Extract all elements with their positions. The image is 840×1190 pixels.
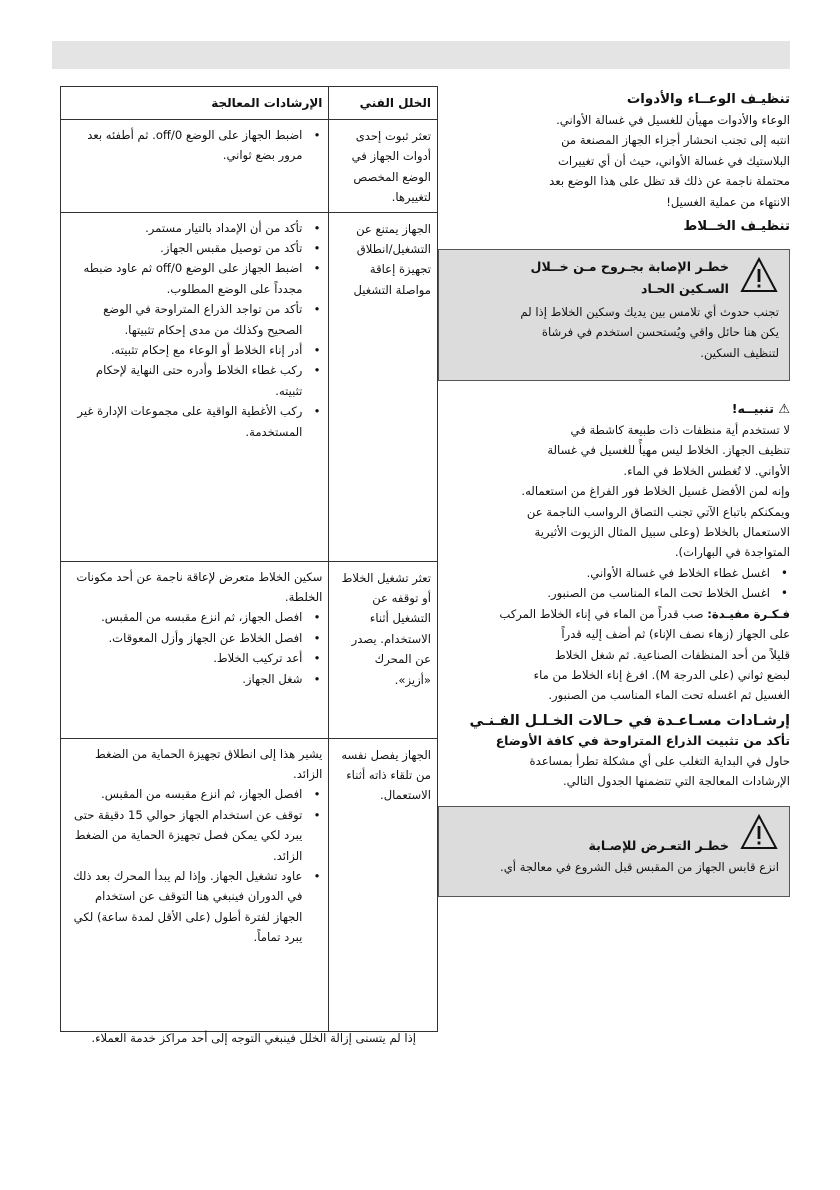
fault-cell: الجهاز يفصل نفسه من تلقاء ذاته أثناء الاستعمال. [329, 738, 438, 1031]
caution-title: تنبيــه! [731, 401, 774, 417]
text-line: الاستعمال بالخلاط (وعلى سبيل المثال الزيوت الأثيرية [534, 525, 790, 540]
footer-note: إذا لم يتسنى إزالة الخلل فينبغي التوجه إلى أحد مراكز خدمة العملاء. [91, 1030, 416, 1045]
list-item: • تأكد من تواجد الذراع المتراوحة في الوضع الصحيح وكذلك من مدى إحكام تثبيتها. [67, 299, 302, 340]
plug-warning-box [438, 806, 790, 897]
warning-triangle-icon [739, 813, 779, 851]
fix-cell [61, 120, 329, 213]
table-row [61, 561, 438, 738]
text-line: قليلاً من أحد المنظفات الصناعية. ثم شغل الخلاط [555, 647, 790, 662]
troubleshooting-table [60, 86, 438, 1032]
header-bar [52, 41, 790, 69]
text-line: محتملة ناجمة عن ذلك قد تظل على هذا الوضع بعد [549, 174, 790, 189]
clean-bowl-heading: تنظيـف الوعــاء والأدوات [626, 92, 790, 107]
plug-warning-title: خطـر التعـرض للإصـابة [588, 837, 729, 853]
tip-block [438, 604, 790, 706]
caution-text [438, 420, 790, 563]
caution-icon: ⚠ [778, 402, 790, 418]
text-line: الأواني. لا تُغطس الخلاط في الماء. [623, 463, 790, 478]
text-line: يكن هنا حائل واقي ويُستحسن استخدم في فرشاة [541, 325, 779, 340]
table-row [61, 212, 438, 561]
list-item: • افصل الخلاط عن الجهاز وأزل المعوقات. [67, 628, 302, 648]
blade-warning-text [447, 302, 779, 363]
fix-cell [61, 738, 329, 1031]
clean-bowl-text [438, 110, 790, 212]
warning-triangle-icon [739, 256, 779, 294]
blade-warning-box [438, 249, 790, 381]
table-row [61, 120, 438, 213]
help-text [438, 751, 790, 792]
text-line: الانتهاء من عملية الغسيل! [666, 194, 790, 209]
list-item: • ركب الأغطية الواقية على مجموعات الإدارة غير المستخدمة. [67, 401, 302, 442]
text-line: تجنب حدوث أي تلامس بين يديك وسكين الخلاط إذا لم [520, 305, 779, 320]
list-item: • اضبط الجهاز على الوضع off/0 ثم عاود ضبطه مجدداً على الوضع المطلوب. [67, 258, 302, 299]
fix-intro: يشير هذا إلى انطلاق تجهيزة الحماية من الضغط الزائد. [95, 746, 323, 782]
list-item: • افصل الجهاز، ثم انزع مقبسه من المقبس. [67, 784, 302, 804]
fix-list [67, 784, 322, 947]
text-line: ويمكنكم باتباع الآتي تجنب التصاق الرواسب الناجمة عن [526, 504, 790, 519]
text-line: على الجهاز (زهاء نصف الإناء) ثم أضف إليه قدراً [561, 627, 790, 642]
clean-mixer-heading: تنظيـف الخــلاط [683, 219, 790, 235]
list-item: • عاود تشغيل الجهاز. وإذا لم يبدأ المحرك بعد ذلك في الدوران فينبغي هنا التوقف عن استخدام الجهاز لفترة أطول (على الأقل لمدة ساعة) لكي يبرد تماماً. [67, 866, 302, 948]
text-line: انتبه إلى تجنب انحشار أجزاء الجهاز المصنعة من [561, 133, 790, 148]
warning-title-line: خطـر الإصابة بجـروح مـن خــلال [530, 259, 729, 275]
fix-list [67, 607, 322, 689]
list-item: • ركب غطاء الخلاط وأدره حتى النهاية لإحكام تثبيته. [67, 360, 302, 401]
list-item: • تأكد من أن الإمداد بالتيار مستمر. [67, 218, 302, 238]
text-line: البلاستيك في غسالة الأواني، حيث أن أي تغييرات [557, 153, 790, 168]
fix-cell [61, 212, 329, 561]
fault-cell: الجهاز يمتنع عن التشغيل/انطلاق تجهيزة إعاقة مواصلة التشغيل [329, 212, 438, 561]
text-line: لتنظيف السكين. [700, 345, 779, 360]
text-line: تنظيف الجهاز. الخلاط ليس مهيأً للغسيل في غسالة [547, 443, 790, 458]
text-line: حاول في البداية التغلب على أي مشكلة تطرأ بمساعدة [529, 753, 790, 768]
fix-intro: سكين الخلاط متعرض لإعاقة ناجمة عن أحد مكونات الخلطة. [76, 569, 323, 605]
header-fix: الإرشادات المعالجة [61, 87, 329, 120]
list-item: • أعد تركيب الخلاط. [67, 648, 302, 668]
right-column [438, 88, 790, 897]
text-line: المتواجدة في البهارات). [674, 545, 790, 560]
list-item: • أدر إناء الخلاط أو الوعاء مع إحكام تثبيته. [67, 340, 302, 360]
warning-title-line: السـكين الحـاد [641, 281, 729, 297]
plug-warning-text: انزع قابس الجهاز من المقبس قبل الشروع في معالجة أي. [500, 859, 779, 874]
list-item: • توقف عن استخدام الجهاز حوالي 15 دقيقة حتى يبرد لكي يمكن فصل تجهيزة الحماية من الضغط الزائد. [67, 805, 302, 866]
list-item: • اغسل غطاء الخلاط في غسالة الأواني. [438, 563, 770, 583]
fault-cell: تعثر ثبوت إحدى أدوات الجهاز في الوضع المخصص لتغييرها. [329, 120, 438, 213]
help-heading: إرشـادات مسـاعـدة في حـالات الخـلـل الفـنـي [469, 712, 790, 729]
table-row [61, 738, 438, 1031]
list-item: • افصل الجهاز، ثم انزع مقبسه من المقبس. [67, 607, 302, 627]
list-item: • اغسل الخلاط تحت الماء المناسب من الصنبور. [438, 583, 770, 603]
caution-heading [438, 399, 790, 420]
text-line: وإنه لمن الأفضل غسيل الخلاط فور الفراغ من استعماله. [521, 484, 790, 499]
list-item: • شغل الجهاز. [67, 669, 302, 689]
fix-list [67, 125, 322, 166]
fault-cell: تعثر تشغيل الخلاط أو توقفه عن التشغيل أثناء الاستخدام. يصدر عن المحرك «أزيز». [329, 561, 438, 738]
table-header-row [61, 87, 438, 120]
blade-warning-title [531, 256, 729, 300]
caution-bullets [438, 563, 790, 604]
text-line: الإرشادات المعالجة التي تتضمنها الجدول التالي. [562, 774, 790, 789]
tip-label: فـكـرة مفيـدة: [707, 606, 790, 621]
text-line: لبضع ثواني (على الدرجة M). افرغ إناء الخلاط من ماء [533, 667, 790, 682]
fix-cell [61, 561, 329, 738]
list-item: • تأكد من توصيل مقبس الجهاز. [67, 238, 302, 258]
list-item: • اضبط الجهاز على الوضع off/0. ثم أطفئه بعد مرور بضع ثواني. [67, 125, 302, 166]
fix-list [67, 218, 322, 442]
tip-first-line [438, 604, 790, 624]
header-fault: الخلل الفني [329, 87, 438, 120]
text-line: الوعاء والأدوات مهيأن للغسيل في غسالة الأواني. [556, 113, 790, 127]
text-line: الغسيل ثم اغسله تحت الماء المناسب من الصنبور. [548, 688, 790, 703]
text-line: لا تستخدم أية منظفات ذات طبيعة كاشطة في [570, 423, 790, 438]
help-subheading: تأكد من تثبيت الذراع المتراوحة في كافة الأوضاع [495, 732, 790, 748]
tip-first-text: صب قدراً من الماء في إناء الخلاط المركب [499, 606, 708, 621]
